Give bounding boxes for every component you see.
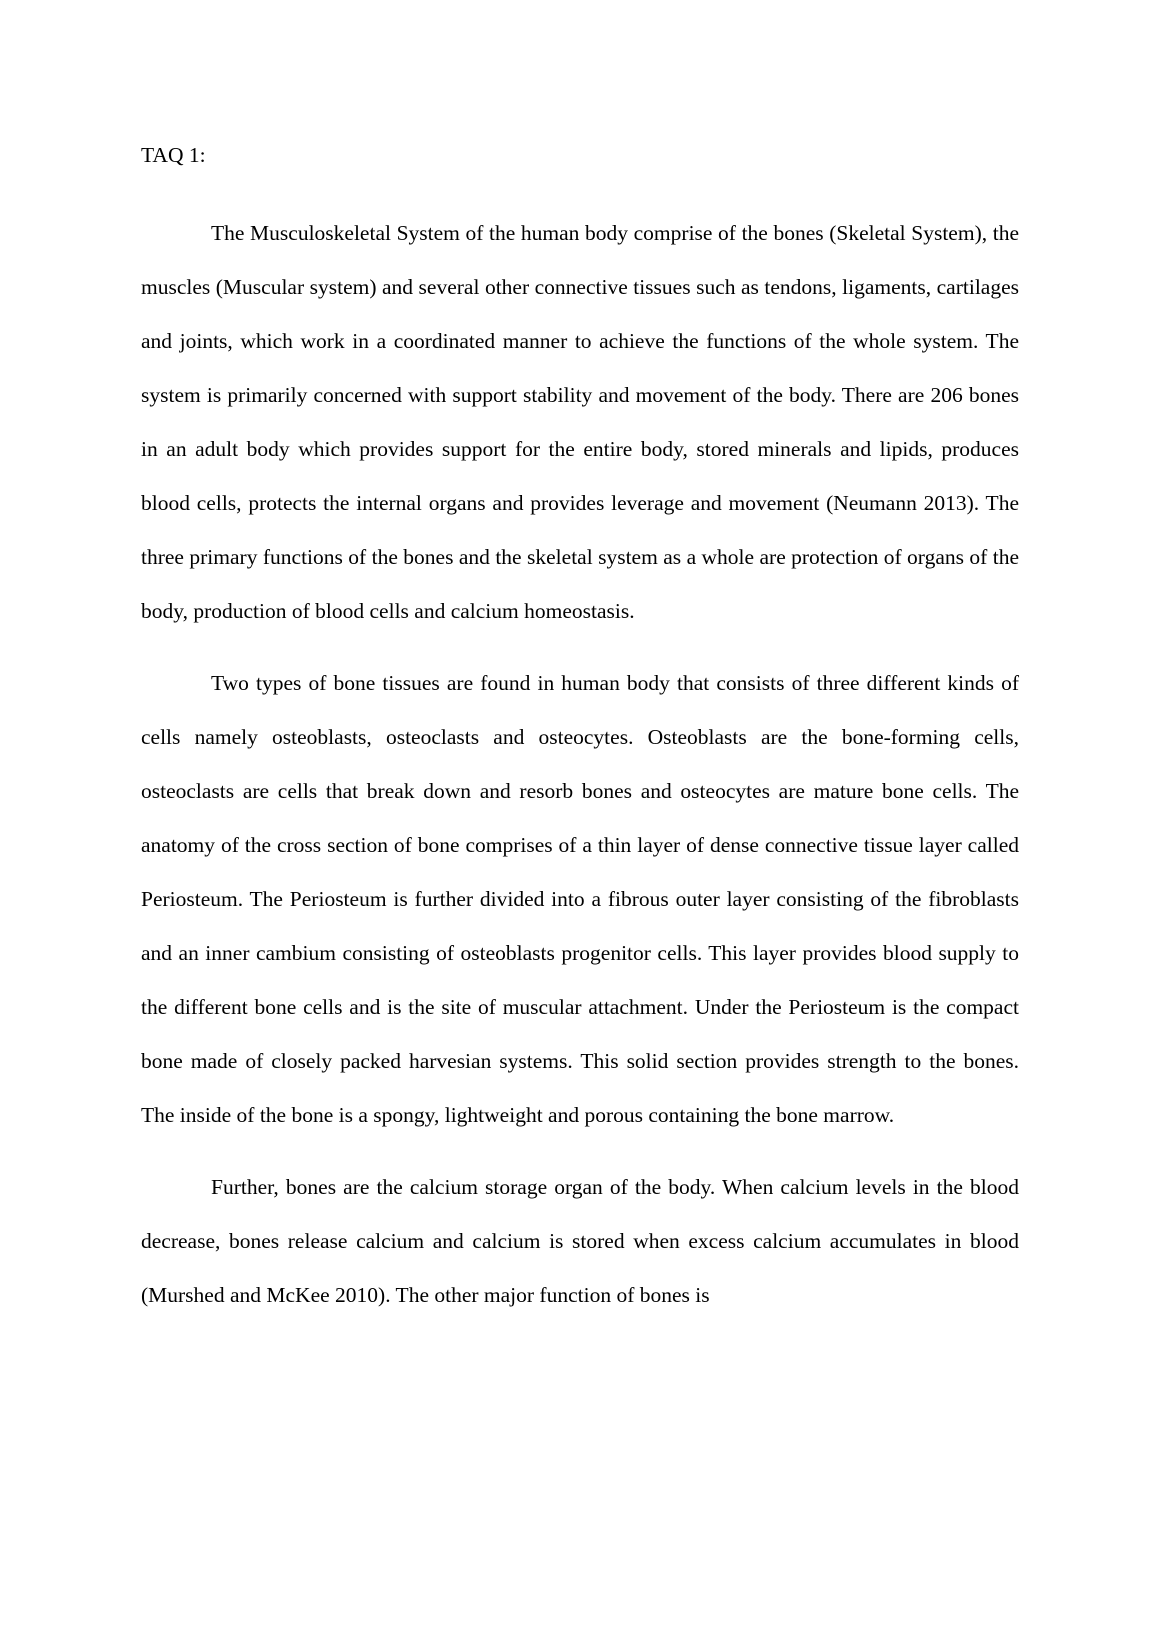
document-body bbox=[141, 138, 1019, 1340]
paragraph-calcium-storage: Further, bones are the calcium storage organ of the body. When calcium levels in the blood decrease, bones release calcium and calcium is stored when excess calcium accumulates in blood (Murshed and McKee 2010). The other major function of bones is bbox=[141, 1175, 1019, 1307]
paragraph-musculoskeletal-system: The Musculoskeletal System of the human body comprise of the bones (Skeletal System), the muscles (Muscular system) and several other connective tissues such as tendons, ligaments, cartilages and joints, which work in a coordinated manner to achieve the functions of the whole system. The system is primarily concerned with support stability and movement of the body. There are 206 bones in an adult body which provides support for the entire body, stored minerals and lipids, produces blood cells, protects the internal organs and provides leverage and movement (Neumann 2013). The three primary functions of the bones and the skeletal system as a whole are protection of organs of the body, production of blood cells and calcium homeostasis. bbox=[141, 221, 1019, 623]
paragraph-bone-tissues: Two types of bone tissues are found in human body that consists of three different kinds of cells namely osteoblasts, osteoclasts and osteocytes. Osteoblasts are the bone-forming cells, osteoclasts are cells that break down and resorb bones and osteocytes are mature bone cells. The anatomy of the cross section of bone comprises of a thin layer of dense connective tissue layer called Periosteum. The Periosteum is further divided into a fibrous outer layer consisting of the fibroblasts and an inner cambium consisting of osteoblasts progenitor cells. This layer provides blood supply to the different bone cells and is the site of muscular attachment. Under the Periosteum is the compact bone made of closely packed harvesian systems. This solid section provides strength to the bones. The inside of the bone is a spongy, lightweight and porous containing the bone marrow. bbox=[141, 671, 1019, 1127]
section-heading: TAQ 1: bbox=[141, 143, 206, 167]
